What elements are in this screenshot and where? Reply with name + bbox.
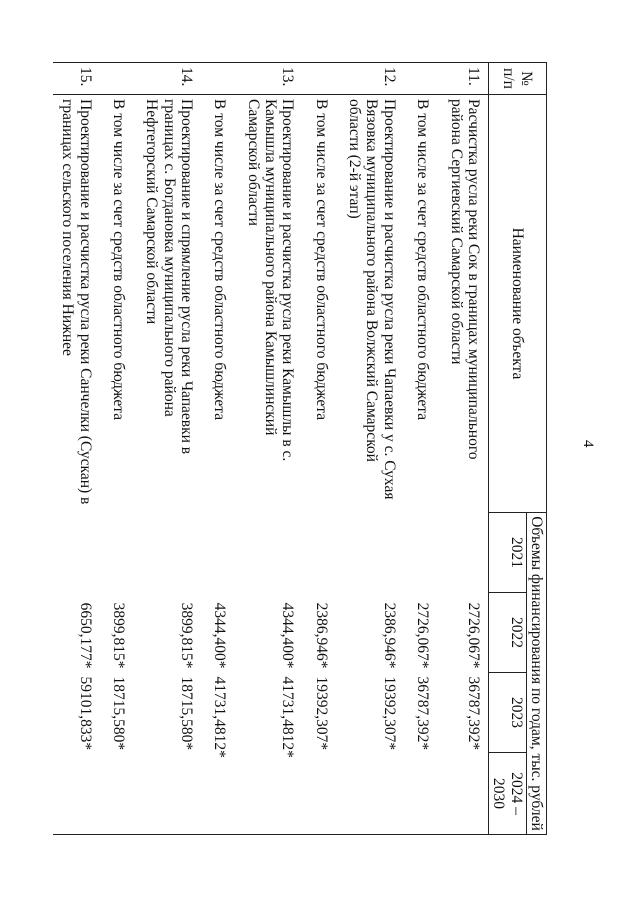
value-2023: 36787,392* (464, 676, 482, 751)
value-2023: 41731,4812* (211, 676, 229, 758)
value-2024-2030 (404, 753, 441, 835)
value-2021 (100, 513, 137, 593)
row-name: В том числе за счет средств областного бюджета (302, 95, 339, 513)
value-2023: 19392,307* (312, 676, 330, 751)
table-row (340, 63, 404, 835)
value-2021 (302, 513, 339, 593)
row-num: 15. (53, 63, 100, 95)
row-num (201, 63, 238, 95)
row-num: 12. (340, 63, 404, 95)
value-2022: 4344,400* (211, 602, 229, 669)
row-name: Расчистка русла реки Сок в границах муниципального района Сергиевский Самарской области (441, 95, 488, 513)
value-2024-2030 (302, 753, 339, 835)
value-2024-2030 (340, 753, 404, 835)
row-name: В том числе за счет средств областного бюджета (201, 95, 238, 513)
header-funding: Объемы финансирования по годам, тыс. рублей (526, 513, 546, 835)
row-num: 11. (441, 63, 488, 95)
table-row (302, 63, 339, 835)
header-num: № п/п (488, 63, 546, 95)
row-name: Проектирование и спрямление русла реки Чапаевки в границах с. Богдановка муниципального района Нефтегорский Самарской области (137, 95, 201, 513)
value-2022: 2726,067* (464, 602, 482, 669)
value-2022: 2386,946* (380, 602, 398, 669)
value-2022: 2726,067* (414, 602, 432, 669)
value-2022: 3899,815* (109, 602, 127, 669)
funding-table (53, 62, 547, 835)
row-name: В том числе за счет средств областного бюджета (404, 95, 441, 513)
table-row (53, 63, 100, 835)
value-2022: 4344,400* (279, 602, 297, 669)
row-name: Проектирование и расчистка русла реки Санчелки (Сускан) в границах сельского поселения Нижнее (53, 95, 100, 513)
row-num (302, 63, 339, 95)
value-2023: 41731,4812* (279, 676, 297, 758)
value-2023: 19392,307* (380, 676, 398, 751)
table-row (238, 63, 302, 835)
row-name: Проектирование и расчистка русла реки Чапаевки у с. Сухая Вязовка муниципального района Волжский Самарской области (2-й этап) (340, 95, 404, 513)
row-name: В том числе за счет средств областного бюджета (100, 95, 137, 513)
value-2021 (201, 513, 238, 593)
header-name: Наименование объекта (488, 95, 546, 513)
value-2024-2030 (53, 753, 100, 835)
table-row (441, 63, 488, 835)
value-2021 (404, 513, 441, 593)
value-2021 (238, 513, 302, 593)
value-2022: 2386,946* (312, 602, 330, 669)
value-2023: 59101,833* (76, 676, 94, 751)
value-2021 (340, 513, 404, 593)
value-2022: 6650,177* (76, 602, 94, 669)
row-num (404, 63, 441, 95)
header-year-2024-2030: 2024 – 2030 (488, 753, 526, 835)
value-2024-2030 (100, 753, 137, 835)
header-year-2021: 2021 (488, 513, 526, 593)
table-row (100, 63, 137, 835)
value-2021 (137, 513, 201, 593)
value-2022: 3899,815* (177, 602, 195, 669)
table-row (137, 63, 201, 835)
page-number: 4 (580, 440, 596, 448)
value-2023: 36787,392* (414, 676, 432, 751)
row-name: Проектирование и расчистка русла реки Камышлы в с. Камышла муниципального района Камышлинский Самарской области (238, 95, 302, 513)
value-2023: 18715,580* (177, 676, 195, 751)
header-year-2022: 2022 (488, 593, 526, 673)
value-2024-2030 (238, 753, 302, 835)
row-num: 14. (137, 63, 201, 95)
row-num (100, 63, 137, 95)
row-num: 13. (238, 63, 302, 95)
header-row-1 (526, 63, 546, 835)
value-2024-2030 (201, 753, 238, 835)
table-row (201, 63, 238, 835)
header-year-2023: 2023 (488, 673, 526, 753)
table-row (404, 63, 441, 835)
value-2024-2030 (137, 753, 201, 835)
value-2023: 18715,580* (109, 676, 127, 751)
value-2021 (441, 513, 488, 593)
value-2024-2030 (441, 753, 488, 835)
value-2021 (53, 513, 100, 593)
